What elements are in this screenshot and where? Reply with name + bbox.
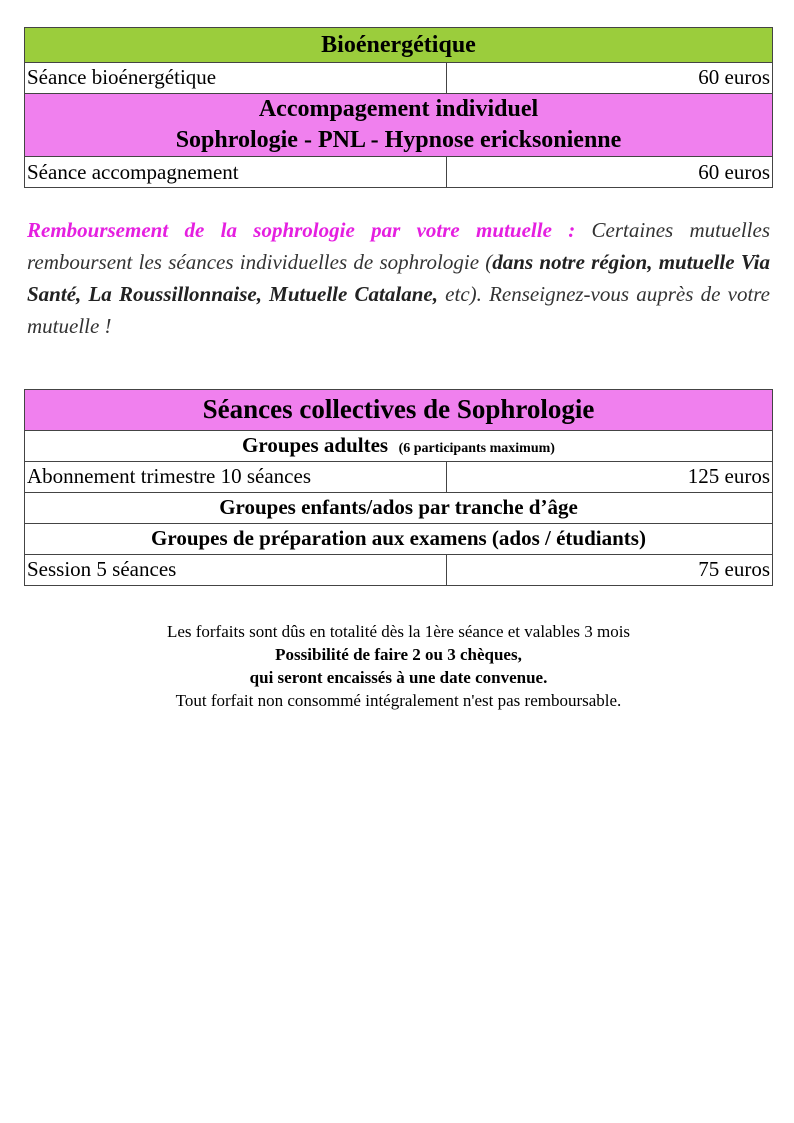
individual-pricing-table	[24, 27, 773, 188]
exam-session-price: 75 euros	[447, 555, 773, 586]
accomp-session-label: Séance accompagnement	[25, 157, 447, 188]
terms-line-1: Les forfaits sont dûs en totalité dès la 1ère séance et valables 3 mois	[166, 622, 631, 641]
table-row	[25, 63, 773, 94]
bio-title: Bioénergétique	[25, 28, 773, 63]
bio-header-row	[25, 28, 773, 63]
adults-subscription-price: 125 euros	[447, 462, 773, 493]
accomp-header-row	[25, 94, 773, 157]
adults-subscription-label: Abonnement trimestre 10 séances	[25, 462, 447, 493]
collective-title: Séances collectives de Sophrologie	[25, 390, 773, 431]
reimbursement-lead: Remboursement de la sophrologie par votre mutuelle :	[27, 218, 576, 242]
reimbursement-note	[27, 214, 770, 342]
kids-header-row	[25, 493, 773, 524]
adults-header-row	[25, 431, 773, 462]
accomp-title-line1: Accompagement individuel	[258, 96, 539, 122]
accomp-title	[25, 94, 773, 157]
terms-line-3: qui seront encaissés à une date convenue.	[249, 668, 548, 687]
reimbursement-text2: etc). Renseignez-vous auprès de votre mutuelle !	[27, 282, 770, 338]
terms-footer	[24, 620, 773, 712]
collective-pricing-table	[24, 389, 773, 586]
bio-session-price: 60 euros	[447, 63, 773, 94]
table-row	[25, 157, 773, 188]
terms-line-4: Tout forfait non consommé intégralement n'est pas remboursable.	[175, 691, 622, 710]
accomp-title-line2: Sophrologie - PNL - Hypnose ericksonienne	[175, 127, 622, 154]
adults-title-cell	[25, 431, 773, 462]
table-row	[25, 462, 773, 493]
adults-max-note: (6 participants maximum)	[398, 441, 555, 457]
exam-session-label: Session 5 séances	[25, 555, 447, 586]
table-row	[25, 555, 773, 586]
exam-header-row	[25, 524, 773, 555]
reimbursement-text1: Certaines mutuelles remboursent les séances individuelles de sophrologie (	[27, 218, 770, 274]
collective-header-row	[25, 390, 773, 431]
kids-title: Groupes enfants/ados par tranche d’âge	[25, 493, 773, 524]
accomp-session-price: 60 euros	[447, 157, 773, 188]
exam-title: Groupes de préparation aux examens (ados / étudiants)	[25, 524, 773, 555]
terms-line-2: Possibilité de faire 2 ou 3 chèques,	[275, 645, 522, 664]
bio-session-label: Séance bioénergétique	[25, 63, 447, 94]
reimbursement-mutuals: dans notre région, mutuelle Via Santé, La Roussillonnaise, Mutuelle Catalane,	[27, 250, 770, 306]
adults-title: Groupes adultes	[242, 433, 389, 458]
